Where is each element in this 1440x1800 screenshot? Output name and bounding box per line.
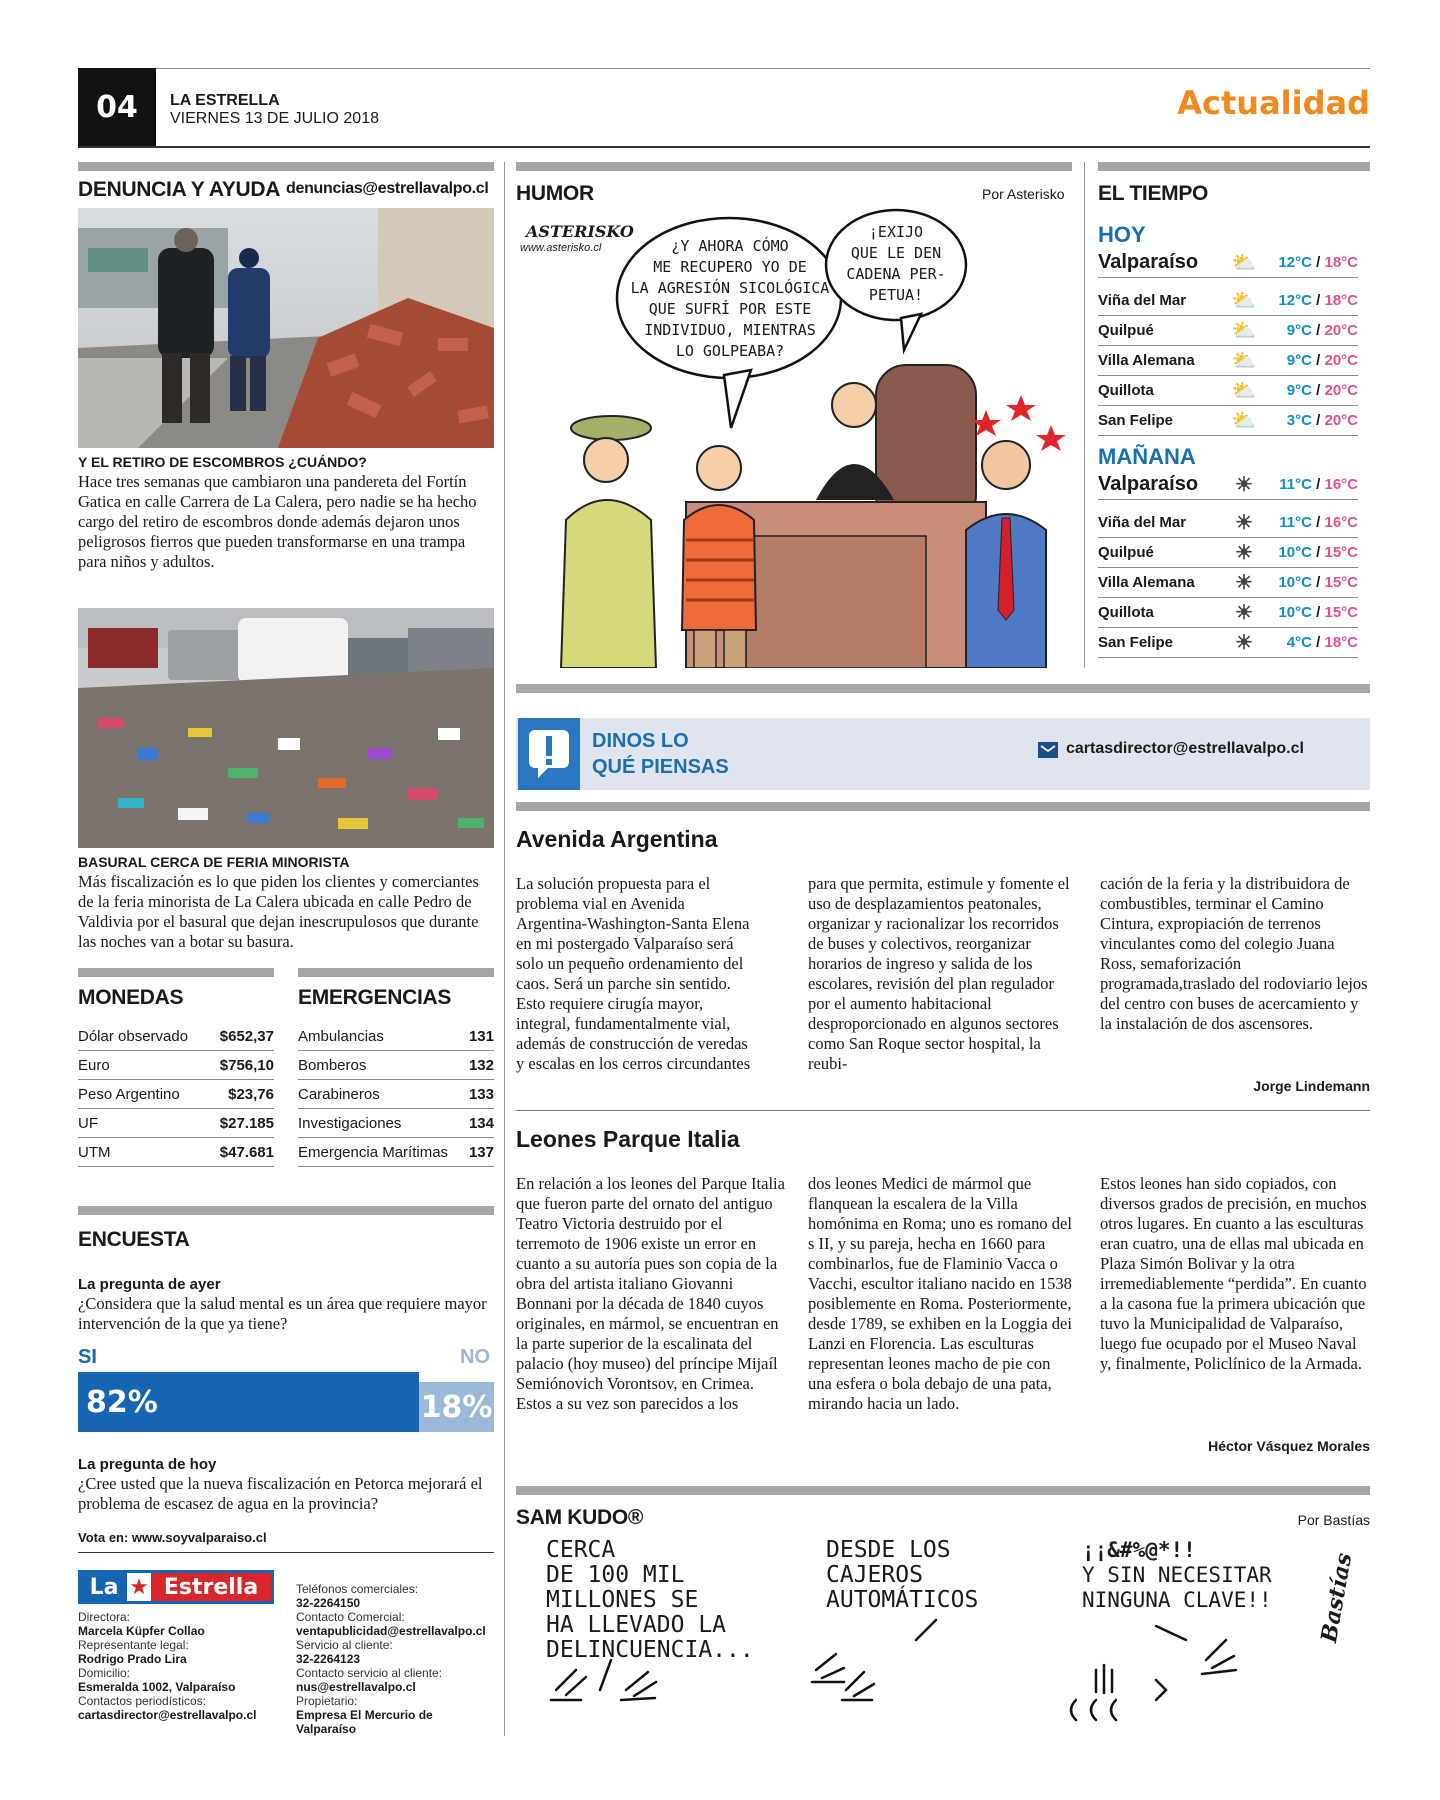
temp-high: 16°C [1324, 514, 1358, 531]
staff-value: Rodrigo Prado Lira [78, 1652, 187, 1666]
service-number: 133 [468, 1085, 494, 1103]
hoy-label: La pregunta de hoy [78, 1456, 217, 1473]
currency-name: Euro [78, 1056, 110, 1074]
temp-low: 11°C [1279, 514, 1312, 531]
staff-label: Teléfonos comerciales: [296, 1582, 419, 1596]
poll-no-bar: 18% [419, 1382, 494, 1432]
hoy-label: HOY [1098, 222, 1146, 247]
staff-label: Servicio al cliente: [296, 1638, 393, 1652]
currency-value: $756,10 [219, 1056, 274, 1074]
city-name: Villa Alemana [1098, 352, 1195, 369]
city-name: Quillota [1098, 382, 1154, 399]
staff-value: cartasdirector@estrellavalpo.cl [78, 1708, 257, 1722]
encuesta-title: ENCUESTA [78, 1228, 190, 1251]
star-icon: ★ [127, 1573, 151, 1601]
city-name: Viña del Mar [1098, 514, 1187, 531]
staff-col1 [78, 1610, 278, 1722]
temp-high: 20°C [1324, 352, 1358, 369]
staff-value: Marcela Küpfer Collao [78, 1624, 205, 1638]
cartoonist-signature: ASTERISKO [526, 222, 634, 241]
panel-line: DESDE LOS [826, 1537, 951, 1563]
letter1-signature: Jorge Lindemann [1253, 1078, 1370, 1094]
partly-cloudy-icon: ⛅ [1231, 410, 1257, 432]
si-label: SI [78, 1346, 97, 1368]
staff-label: Directora: [78, 1610, 131, 1624]
weather-row: Valparaíso ☀ 11°C / 16°C [1098, 470, 1358, 500]
letters-banner-text [592, 728, 729, 780]
letter1-col2: para que permita, estimule y fomente el uso de desplazamientos peatonales, organizar y racionalizar los recorridos de buses y colectivos, reorganizar horarios de ingreso y salida de los escolares, revisión del plan regulador por el aumento habitacional desproporcionado en algunos sectores como San Roque sector hospital, la reubi- [808, 874, 1070, 1073]
table-row [78, 1051, 274, 1080]
temp-high: 16°C [1324, 476, 1358, 493]
temp-low: 4°C [1286, 634, 1312, 651]
speech-bubble-2 [836, 222, 956, 306]
temp-high: 20°C [1324, 382, 1358, 399]
staff-label: Propietario: [296, 1694, 358, 1708]
staff-value: Empresa El Mercurio de Valparaíso [296, 1708, 433, 1736]
bubble-line: LO GOLPEABA? [675, 342, 785, 360]
ayer-question: ¿Considera que la salud mental es un área que requiere mayor intervención de la que ya tiene? [78, 1294, 487, 1333]
temp-low: 9°C [1286, 322, 1312, 339]
service-name: Ambulancias [298, 1027, 384, 1045]
weather-row: Quilpué ☀ 10°C / 15°C [1098, 538, 1358, 568]
denuncia-title: DENUNCIA Y AYUDA [78, 178, 281, 201]
currency-name: Dólar observado [78, 1027, 189, 1045]
panel-line: ¡¡&#%@*!! [1082, 1538, 1196, 1562]
humor-author: Por Asterisko [982, 186, 1065, 202]
partly-cloudy-icon: ⛅ [1231, 320, 1257, 342]
issue-date: VIERNES 13 DE JULIO 2018 [170, 110, 379, 127]
partly-cloudy-icon: ⛅ [1231, 380, 1257, 402]
temp-low: 12°C [1278, 292, 1312, 309]
temp-low: 10°C [1278, 544, 1312, 561]
letter2-signature: Héctor Vásquez Morales [1208, 1438, 1370, 1454]
emergencias-table [298, 1022, 494, 1167]
table-row [78, 1022, 274, 1051]
letter2-col1: En relación a los leones del Parque Italia que fueron parte del ornato del antiguo Teatro Victoria destruido por el terremoto de 1906 existe un error en cuanto a su autoría pues son copia de la obra del artista italiano Giovanni Bonnani por la década de 1840 cuyos originales, en mármol, se encuentran en la parte superior de la escalinata del palacio (hoy museo) del príncipe Mijaíl Semiónovich Vorontsov, en Crimea. Estos a su vez son parecidos a los [516, 1174, 785, 1413]
service-number: 137 [468, 1143, 494, 1161]
partly-cloudy-icon: ⛅ [1231, 252, 1257, 274]
partly-cloudy-icon: ⛅ [1231, 350, 1257, 372]
currency-value: $47.681 [219, 1143, 274, 1161]
item2-title: BASURAL CERCA DE FERIA MINORISTA [78, 854, 350, 870]
table-row [298, 1138, 494, 1167]
panel-line: AUTOMÁTICOS [826, 1587, 979, 1613]
samkudo-author: Por Bastías [1297, 1512, 1370, 1528]
staff-label: Contacto servicio al cliente: [296, 1666, 443, 1680]
weather-row: Viña del Mar ☀ 11°C / 16°C [1098, 508, 1358, 538]
currency-name: UF [78, 1114, 98, 1132]
humor-bar [516, 162, 1072, 171]
letters-badge [518, 718, 580, 790]
header-top-rule [78, 68, 1370, 69]
weather-row: Quilpué ⛅ 9°C / 20°C [1098, 316, 1358, 346]
temp-low: 3°C [1286, 412, 1312, 429]
garbage-photo [78, 608, 494, 848]
temp-high: 18°C [1324, 634, 1358, 651]
humor-title: HUMOR [516, 182, 594, 205]
panel-line: CAJEROS [826, 1562, 923, 1588]
temp-high: 15°C [1324, 544, 1358, 561]
currency-value: $23,76 [228, 1085, 274, 1103]
city-name: Valparaíso [1098, 473, 1199, 495]
tiempo-bar [1098, 162, 1370, 171]
samkudo-bar [516, 1486, 1370, 1495]
paper-name: LA ESTRELLA [170, 92, 280, 109]
comic-strip-drawing [516, 1537, 1370, 1736]
tiempo-title: EL TIEMPO [1098, 182, 1209, 205]
city-name: Quilpué [1098, 322, 1154, 339]
currency-name: UTM [78, 1143, 111, 1161]
weather-row: Villa Alemana ⛅ 9°C / 20°C [1098, 346, 1358, 376]
panel-line: Y SIN NECESITAR [1082, 1563, 1272, 1587]
letter2-col2: dos leones Medici de mármol que flanquean la escalera de la Villa homónima en Roma; uno es romano del s II, y su pareja, hecha en 1660 para combinarlos, fue de Flaminio Vacca o Vacchi, escultor italiano nacido en 1538 posiblemente en Roma. Posteriormente, desde 1789, se exhiben en la Loggia dei Lanzi en Florencia. Las esculturas representan leones macho de pie con una esfera o bola debajo de una pata, mirando hacia un lado. [808, 1174, 1072, 1413]
panel-line: CERCA [546, 1537, 616, 1563]
poll-yes-bar: 82% [78, 1372, 419, 1432]
service-number: 132 [468, 1056, 494, 1074]
city-name: San Felipe [1098, 634, 1174, 651]
emergencias-title: EMERGENCIAS [298, 986, 452, 1009]
column-divider [1084, 162, 1085, 668]
banner-line: DINOS LO [592, 730, 689, 752]
temp-high: 20°C [1324, 322, 1358, 339]
city-name: Quilpué [1098, 544, 1154, 561]
sun-icon: ☀ [1235, 542, 1253, 564]
bubble-line: CADENA PER- [846, 265, 946, 283]
table-row [298, 1022, 494, 1051]
ayer-label: La pregunta de ayer [78, 1276, 221, 1293]
letters-email[interactable]: cartasdirector@estrellavalpo.cl [1066, 740, 1304, 757]
monedas-title: MONEDAS [78, 986, 184, 1009]
staff-label: Representante legal: [78, 1638, 189, 1652]
header-bottom-rule [78, 146, 1370, 148]
monedas-table [78, 1022, 274, 1167]
banner-line: QUÉ PIENSAS [592, 756, 729, 778]
letter2-col3: Estos leones han sido copiados, con diversos grados de precisión, en muchos otros lugares. En cuanto a las esculturas eran cuatro, una de ellas mal ubicada en Plaza Simón Bolivar y la otra irremediablemente “perdida”. En cuanto a la casona fue la primera ubicación que tuvo la Municipalidad de Valparaíso, luego fue ocupado por el Museo Naval y, finalmente, Policlínico de la Armada. [1100, 1174, 1367, 1373]
weather-row: Valparaíso ⛅ 12°C / 18°C [1098, 248, 1358, 278]
table-row [78, 1109, 274, 1138]
speech-bubble-1 [620, 236, 840, 362]
letter1-col1: La solución propuesta para el problema vial en Avenida Argentina-Washington-Santa Elena en mi postergado Valparaíso será solo un pequeño ordenamiento del caos. Será un parche sin sentido. Esto requiere cirugía mayor, integral, fundamentalmente vial, además de construcción de veredas y escalas en los cerros circundantes [516, 874, 751, 1073]
bubble-line: ¿Y AHORA CÓMO [671, 237, 789, 255]
encuesta-bar [78, 1206, 494, 1215]
bubble-line: ME RECUPERO YO DE [653, 258, 807, 276]
temp-high: 18°C [1324, 292, 1358, 309]
manana-label: MAÑANA [1098, 444, 1196, 469]
bubble-line: QUE LE DEN [850, 244, 942, 262]
service-number: 134 [468, 1114, 494, 1132]
letter2-title: Leones Parque Italia [516, 1126, 740, 1152]
sun-icon: ☀ [1235, 632, 1253, 654]
city-name: Quillota [1098, 604, 1154, 621]
sun-icon: ☀ [1235, 572, 1253, 594]
service-name: Emergencia Marítimas [298, 1143, 449, 1161]
table-row [78, 1138, 274, 1167]
logo-right: Estrella [151, 1573, 271, 1601]
currency-name: Peso Argentino [78, 1085, 180, 1103]
no-label: NO [460, 1346, 490, 1368]
masthead-logo [78, 1570, 274, 1604]
staff-value: Esmeralda 1002, Valparaíso [78, 1680, 236, 1694]
staff-label: Contacto Comercial: [296, 1610, 405, 1624]
weather-row: San Felipe ⛅ 3°C / 20°C [1098, 406, 1358, 436]
page-number: 04 [78, 68, 156, 146]
city-name: Valparaíso [1098, 251, 1199, 273]
staff-label: Contactos periodísticos: [78, 1694, 207, 1708]
sun-icon: ☀ [1235, 474, 1253, 496]
logo-left: La [81, 1573, 127, 1601]
currency-value: $27.185 [219, 1114, 274, 1132]
denuncia-email[interactable]: denuncias@estrellavalpo.cl [286, 180, 489, 197]
temp-high: 15°C [1324, 604, 1358, 621]
section-title: Actualidad [1177, 84, 1370, 122]
column-divider [504, 162, 505, 1736]
panel-line: NINGUNA CLAVE!! [1082, 1588, 1272, 1612]
temp-low: 12°C [1278, 254, 1312, 271]
service-name: Investigaciones [298, 1114, 402, 1132]
letter1-title: Avenida Argentina [516, 826, 718, 852]
weather-row: San Felipe ☀ 4°C / 18°C [1098, 628, 1358, 658]
hoy-question: ¿Cree usted que la nueva fiscalización en Petorca mejorará el problema de escasez de agua en la provincia? [78, 1474, 483, 1513]
vote-link[interactable]: Vota en: www.soyvalparaiso.cl [78, 1530, 267, 1545]
service-name: Carabineros [298, 1085, 380, 1103]
mail-icon [1038, 742, 1058, 758]
rubble-photo [78, 208, 494, 448]
city-name: San Felipe [1098, 412, 1174, 429]
temp-high: 15°C [1324, 574, 1358, 591]
strip-signature: Bastías [1316, 1550, 1358, 1645]
staff-label: Domicilio: [78, 1666, 131, 1680]
city-name: Viña del Mar [1098, 292, 1187, 309]
bubble-line: PETUA! [868, 286, 924, 304]
temp-low: 11°C [1279, 476, 1312, 493]
service-name: Bomberos [298, 1056, 367, 1074]
item1-title: Y EL RETIRO DE ESCOMBROS ¿CUÁNDO? [78, 454, 367, 470]
table-row [78, 1080, 274, 1109]
staff-value: 32-2264123 [296, 1652, 361, 1666]
cartas-bar [516, 684, 1370, 693]
staff-value: ventapublicidad@estrellavalpo.cl [296, 1624, 486, 1638]
panel-line: DE 100 MIL [546, 1562, 685, 1588]
staff-rule [78, 1552, 494, 1553]
temp-low: 9°C [1286, 382, 1312, 399]
bubble-line: QUE SUFRÍ POR ESTE [648, 300, 812, 318]
table-row [298, 1109, 494, 1138]
item2-text: Más fiscalización es lo que piden los clientes y comerciantes de la feria minorista de La Calera ubicada en calle Pedro de Valdivia por el basural que dejan inescrupulosos que durante las noches van a botar su basura. [78, 872, 479, 951]
bubble-line: INDIVIDUO, MIENTRAS [644, 321, 816, 339]
panel-line: DELINCUENCIA... [546, 1637, 754, 1663]
service-number: 131 [468, 1027, 494, 1045]
sun-icon: ☀ [1235, 602, 1253, 624]
monedas-bar [78, 968, 274, 977]
bubble-line: LA AGRESIÓN SICOLÓGICA [630, 279, 830, 297]
temp-low: 10°C [1278, 574, 1312, 591]
staff-col2 [296, 1582, 496, 1736]
weather-row: Viña del Mar ⛅ 12°C / 18°C [1098, 286, 1358, 316]
temp-low: 9°C [1286, 352, 1312, 369]
weather-row: Villa Alemana ☀ 10°C / 15°C [1098, 568, 1358, 598]
staff-value: 32-2264150 [296, 1596, 361, 1610]
temp-high: 20°C [1324, 412, 1358, 429]
weather-row: Quillota ⛅ 9°C / 20°C [1098, 376, 1358, 406]
letter-divider [516, 1110, 1370, 1111]
currency-value: $652,37 [219, 1027, 274, 1045]
table-row [298, 1080, 494, 1109]
temp-low: 10°C [1278, 604, 1312, 621]
city-name: Villa Alemana [1098, 574, 1195, 591]
item1-text: Hace tres semanas que cambiaron una pandereta del Fortín Gatica en calle Carrera de La Calera, pero nadie se ha hecho cargo del retiro de escombros donde además dejaron unos peligrosos fierros que pueden transformarse en una trampa para niños y adultos. [78, 472, 477, 571]
panel-line: MILLONES SE [546, 1587, 699, 1613]
panel-line: HA LLEVADO LA [546, 1612, 727, 1638]
column-divider-bar [78, 162, 494, 171]
table-row [298, 1051, 494, 1080]
letters-bar [516, 802, 1370, 811]
bubble-line: ¡EXIJO [868, 223, 924, 241]
emergencias-bar [298, 968, 494, 977]
cartoonist-site: www.asterisko.cl [520, 242, 602, 254]
sun-icon: ☀ [1235, 512, 1253, 534]
letter1-col3: cación de la feria y la distribuidora de combustibles, terminar el Camino Cintura, expropiación de terrenos vinculantes como del colegio Juana Ross, semaforización programada,traslado del rodoviario lejos del centro con buses de acercamiento y la instalación de dos ascensores. [1100, 874, 1368, 1033]
partly-cloudy-icon: ⛅ [1231, 290, 1257, 312]
samkudo-title: SAM KUDO® [516, 1506, 644, 1529]
weather-row: Quillota ☀ 10°C / 15°C [1098, 598, 1358, 628]
staff-value: nus@estrellavalpo.cl [296, 1680, 416, 1694]
temp-high: 18°C [1324, 254, 1358, 271]
